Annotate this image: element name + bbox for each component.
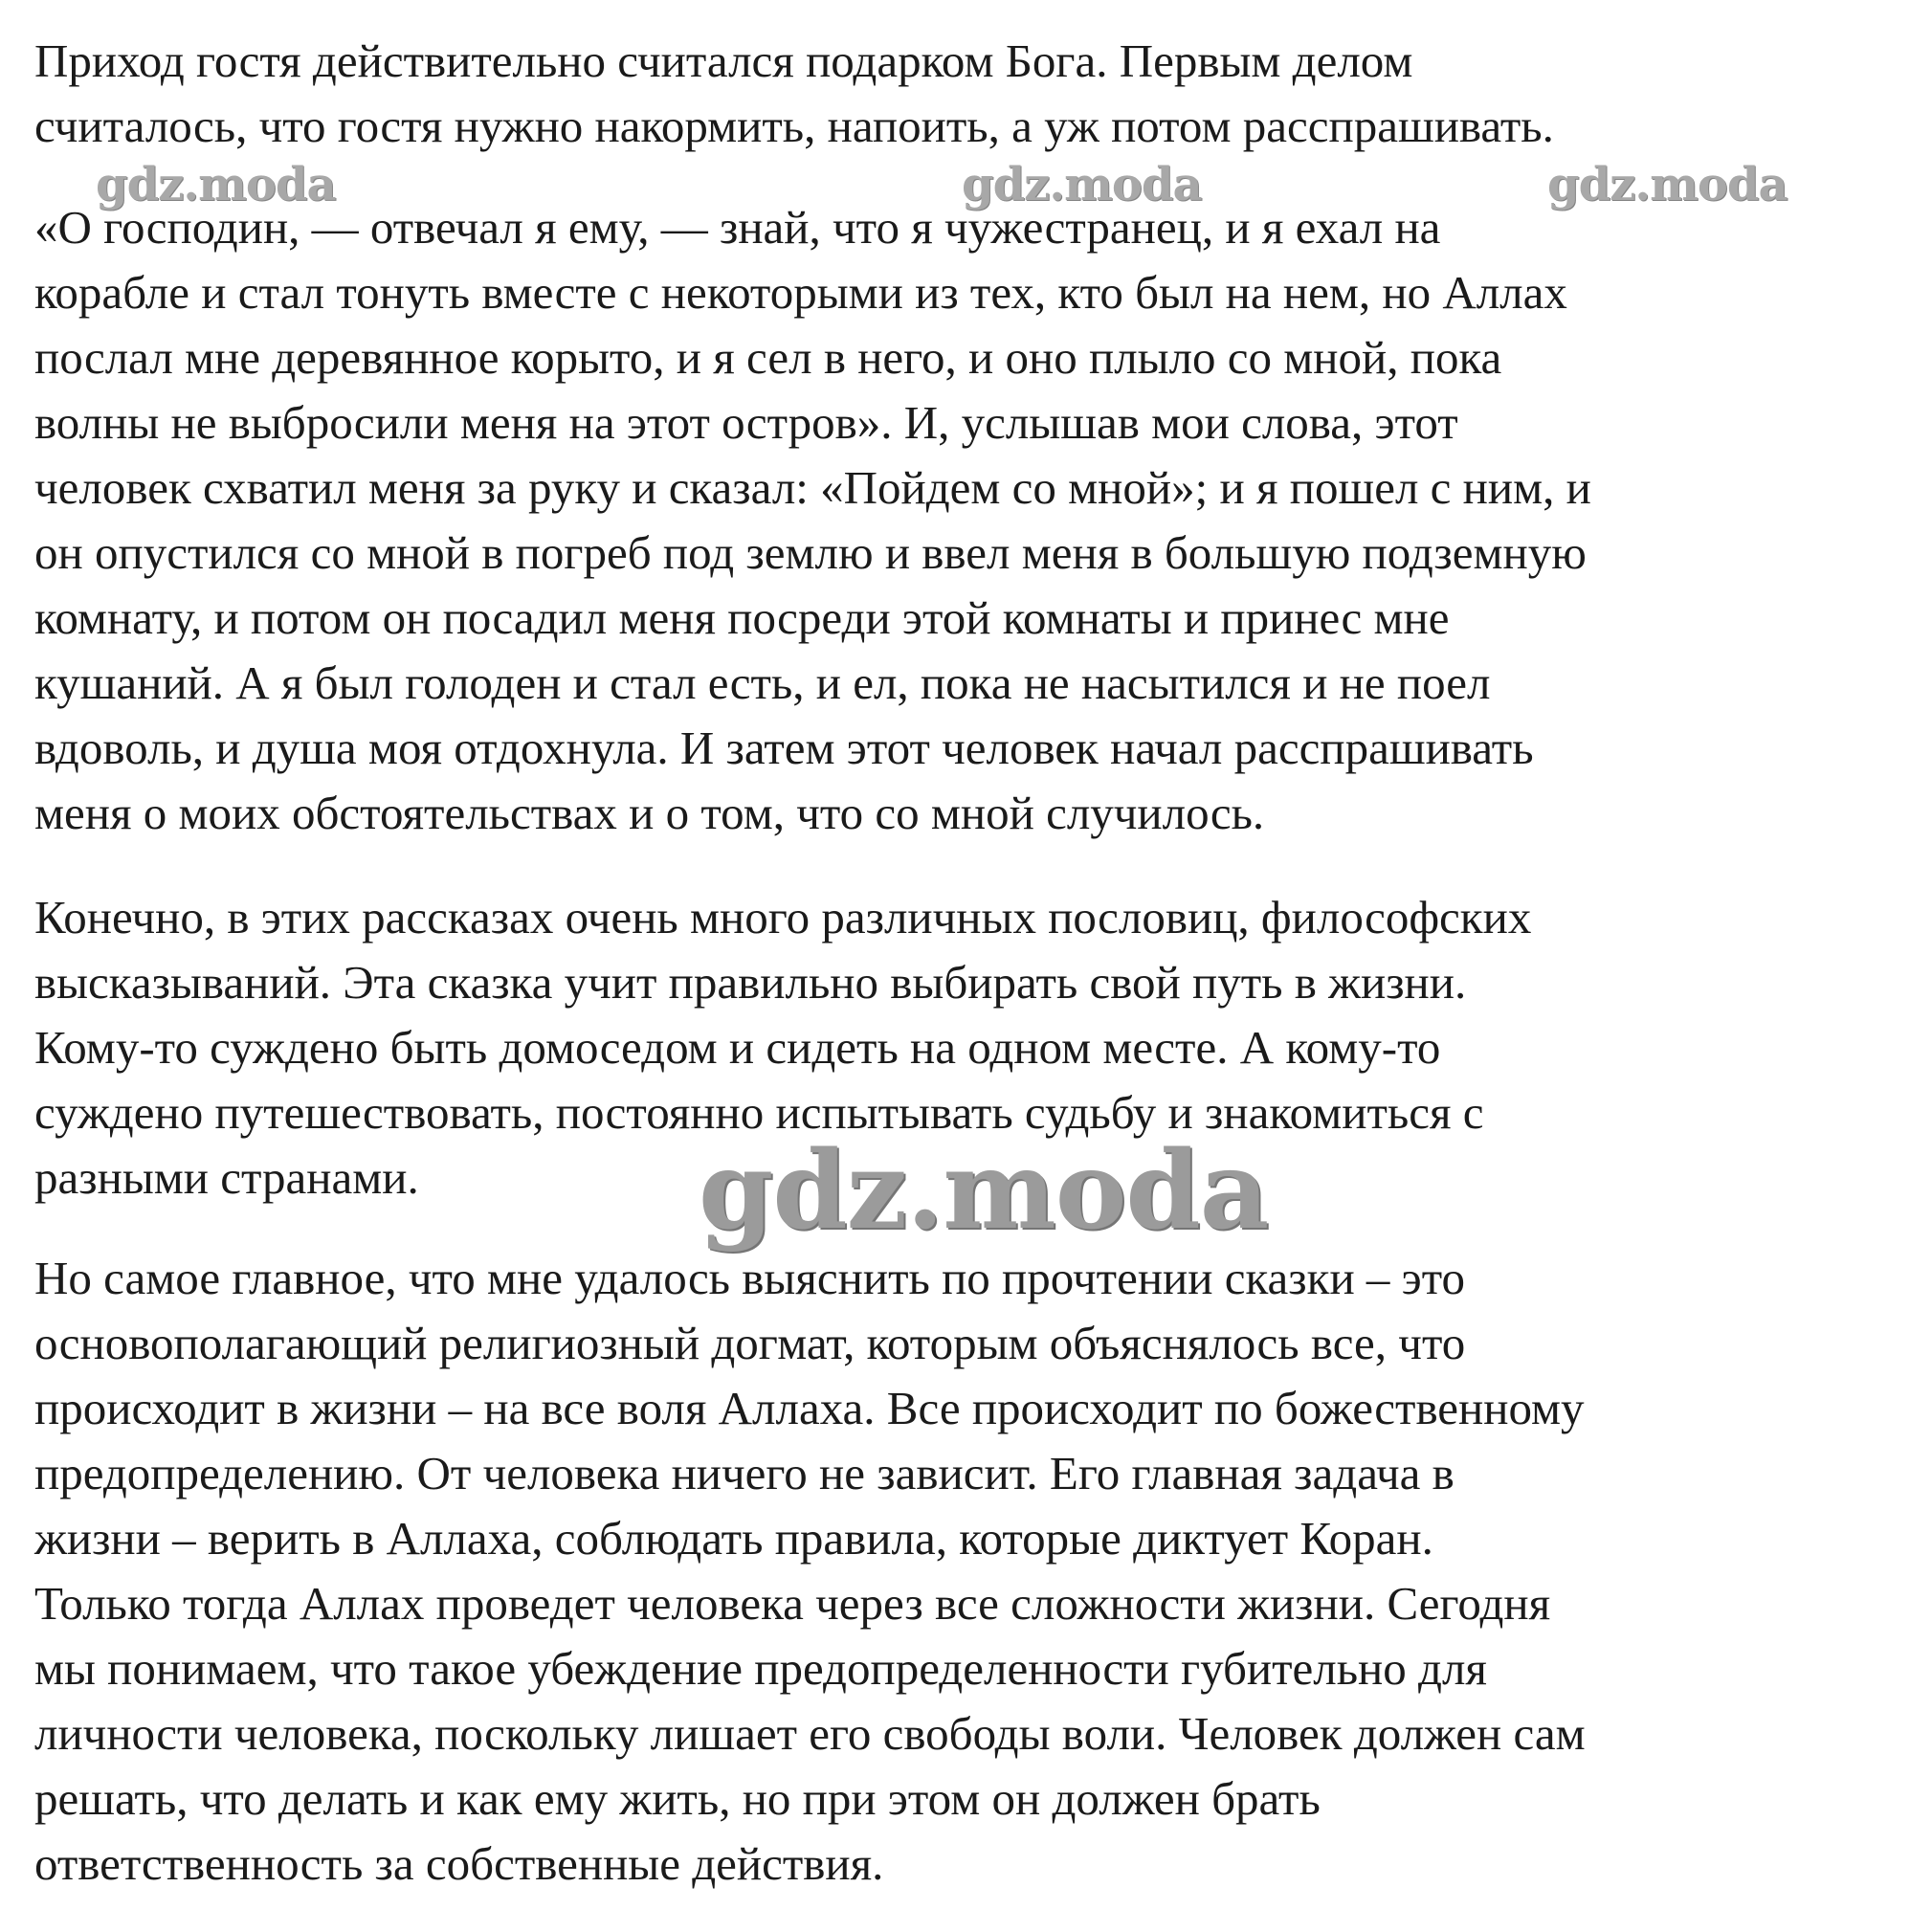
paragraph-3: Конечно, в этих рассказах очень много различных пословиц, философских высказываний. Эта сказка учит правильно выбирать свой путь в жизни. Кому-то суждено быть домоседом и сидеть на одном месте. А кому-то суждено путешествовать, постоянно испытывать судьбу и знакомиться с разными странами. <box>34 891 1532 1204</box>
paragraph-1: Приход гостя действительно считался подарком Бога. Первым делом считалось, что гостя нужно накормить, напоить, а уж потом расспрашивать. <box>34 34 1554 152</box>
paragraph-2-quote: «О господин, — отвечал я ему, — знай, что я чужестранец, и я ехал на корабле и стал тонуть вместе с некоторыми из тех, кто был на нем, но Аллах послал мне деревянное корыто, и я сел в него, и оно плыло со мной, пока волны не выбросили меня на этот остров». И, услышав мои слова, этот человек схватил меня за руку и сказал: «Пойдем со мной»; и я пошел с ним, и он опустился со мной в погреб под землю и ввел меня в большую подземную комнату, и потом он посадил меня посреди этой комнаты и принес мне кушаний. А я был голоден и стал есть, и ел, пока не насытился и не поел вдоволь, и душа моя отдохнула. И затем этот человек начал расспрашивать меня о моих обстоятельствах и о том, что со мной случилось. <box>34 201 1591 839</box>
watermark-top-center: gdz.moda <box>962 158 1202 211</box>
watermark-middle: gdz.moda <box>699 1128 1269 1254</box>
watermark-top-left: gdz.moda <box>96 158 336 211</box>
watermark-top-right: gdz.moda <box>1547 158 1788 211</box>
paragraph-4: Но самое главное, что мне удалось выяснить по прочтении сказки – это основополагающий религиозный догмат, которым объяснялось все, что происходит в жизни – на все воля Аллаха. Все происходит по божественному предопределению. От человека ничего не зависит. Его главная задача в жизни – верить в Аллаха, соблюдать правила, которые диктует Коран. Только тогда Аллах проведет человека через все сложности жизни. Сегодня мы понимаем, что такое убеждение предопределенности губительно для личности человека, поскольку лишает его свободы воли. Человек должен сам решать, что делать и как ему жить, но при этом он должен брать ответственность за собственные действия. <box>34 1252 1586 1890</box>
